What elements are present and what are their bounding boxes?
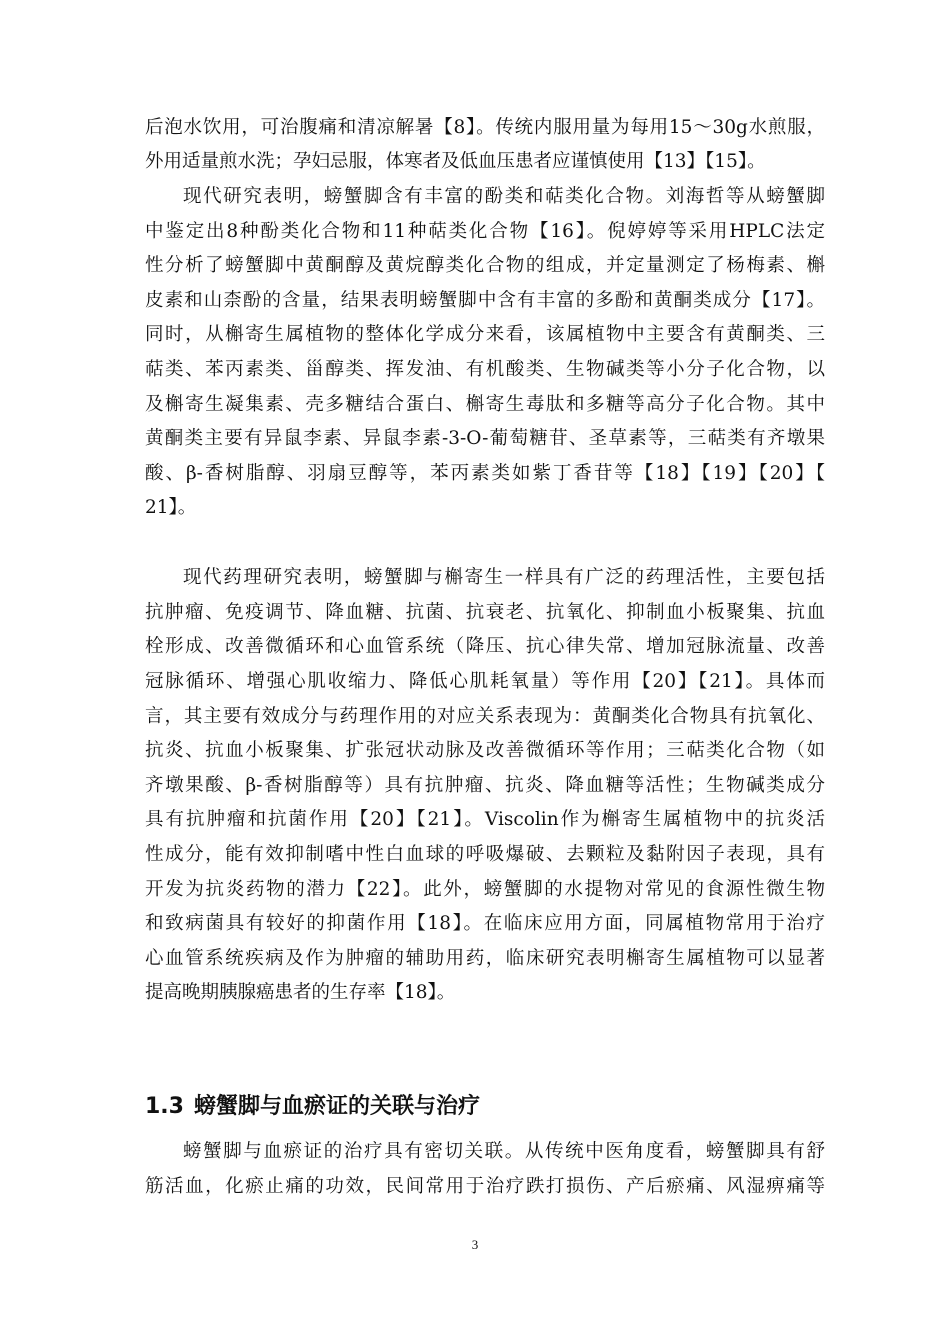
paragraph-2-line-8: 黄酮类主要有异鼠李素、异鼠李素-3-O-葡萄糖苷、圣草素等，三萜类有齐墩果: [145, 428, 825, 449]
paragraph-3-line-4: 冠脉循环、增强心肌收缩力、降低心肌耗氧量）等作用【20】【21】。具体而: [145, 671, 825, 692]
paragraph-3-line-1: 现代药理研究表明，螃蟹脚与槲寄生一样具有广泛的药理活性，主要包括: [183, 567, 825, 588]
section-heading: [145, 1090, 480, 1124]
section-paragraph-line-2: 筋活血，化瘀止痛的功效，民间常用于治疗跌打损伤、产后瘀痛、风湿痹痛等: [145, 1176, 825, 1197]
page-number: 3: [471, 1237, 479, 1252]
paragraph-2-line-2: 中鉴定出8种酚类化合物和11种萜类化合物【16】。倪婷婷等采用HPLC法定: [145, 221, 825, 242]
paragraph-3-line-11: 和致病菌具有较好的抑菌作用【18】。在临床应用方面，同属植物常用于治疗: [145, 913, 825, 934]
paragraph-2-line-7: 及槲寄生凝集素、壳多糖结合蛋白、槲寄生毒肽和多糖等高分子化合物。其中: [145, 394, 825, 415]
paragraph-3-line-12: 心血管系统疾病及作为肿瘤的辅助用药，临床研究表明槲寄生属植物可以显著: [145, 948, 825, 969]
paragraph-3-line-3: 栓形成、改善微循环和心血管系统（降压、抗心律失常、增加冠脉流量、改善: [145, 636, 825, 657]
paragraph-2-line-4: 皮素和山柰酚的含量，结果表明螃蟹脚中含有丰富的多酚和黄酮类成分【17】。: [145, 290, 825, 311]
paragraph-2-line-9: 酸、β-香树脂醇、羽扇豆醇等，苯丙素类如紫丁香苷等【18】【19】【20】【: [145, 463, 825, 484]
section-title: 螃蟹脚与血瘀证的关联与治疗: [193, 1094, 480, 1119]
paragraph-3-line-7: 齐墩果酸、β-香树脂醇等）具有抗肿瘤、抗炎、降血糖等活性；生物碱类成分: [145, 775, 825, 796]
paragraph-2-line-6: 萜类、苯丙素类、甾醇类、挥发油、有机酸类、生物碱类等小分子化合物，以: [145, 359, 825, 380]
section-number: 1.3: [145, 1094, 184, 1119]
paragraph-3-line-13: 提高晚期胰腺癌患者的生存率【18】。: [145, 982, 456, 1003]
paragraph-1-line-1: 后泡水饮用，可治腹痛和清凉解暑【8】。传统内服用量为每用15～30g水煎服，: [145, 117, 825, 138]
paragraph-3-line-8: 具有抗肿瘤和抗菌作用【20】【21】。Viscolin作为槲寄生属植物中的抗炎活: [145, 809, 825, 830]
paragraph-1-line-2: 外用适量煎水洗；孕妇忌服，体寒者及低血压患者应谨慎使用【13】【15】。: [145, 151, 766, 172]
paragraph-2-line-5: 同时，从槲寄生属植物的整体化学成分来看，该属植物中主要含有黄酮类、三: [145, 324, 825, 345]
paragraph-2-line-3: 性分析了螃蟹脚中黄酮醇及黄烷醇类化合物的组成，并定量测定了杨梅素、槲: [145, 255, 825, 276]
paragraph-3-line-5: 言，其主要有效成分与药理作用的对应关系表现为：黄酮类化合物具有抗氧化、: [145, 706, 825, 727]
paragraph-2-line-10: 21】。: [145, 497, 197, 518]
paragraph-2-line-1: 现代研究表明，螃蟹脚含有丰富的酚类和萜类化合物。刘海哲等从螃蟹脚: [183, 186, 825, 207]
section-paragraph-line-1: 螃蟹脚与血瘀证的治疗具有密切关联。从传统中医角度看，螃蟹脚具有舒: [183, 1141, 825, 1162]
paragraph-3-line-2: 抗肿瘤、免疫调节、降血糖、抗菌、抗衰老、抗氧化、抑制血小板聚集、抗血: [145, 602, 825, 623]
paragraph-3-line-10: 开发为抗炎药物的潜力【22】。此外，螃蟹脚的水提物对常见的食源性微生物: [145, 879, 825, 900]
paragraph-3-line-9: 性成分，能有效抑制嗜中性白血球的呼吸爆破、去颗粒及黏附因子表现，具有: [145, 844, 825, 865]
paragraph-3-line-6: 抗炎、抗血小板聚集、扩张冠状动脉及改善微循环等作用；三萜类化合物（如: [145, 740, 825, 761]
